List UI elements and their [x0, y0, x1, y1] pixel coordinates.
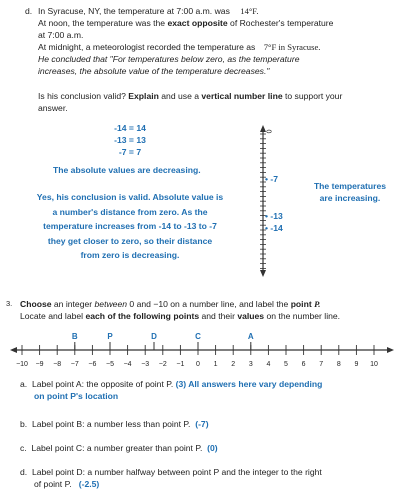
item-d-letter: d.	[20, 467, 28, 477]
part-d-line2-a: At noon, the temperature was the	[38, 18, 166, 28]
problem3-line2-b: and their	[201, 311, 235, 321]
problem3-line1-a: an integer	[53, 299, 93, 309]
part-d-question-line2: answer.	[38, 103, 68, 113]
abs-conclusion: The absolute values are decreasing.	[53, 165, 201, 175]
part-d-line4-temp: 7°F in Syracuse.	[263, 42, 321, 52]
part-d-line3: at 7:00 a.m.	[38, 30, 84, 40]
explanation-line: Yes, his conclusion is valid. Absolute value is	[36, 192, 224, 202]
explanation-line: temperature increases from -14 to -13 to -7	[43, 221, 217, 231]
point-label: D	[151, 332, 157, 341]
vertical-number-line	[245, 120, 295, 285]
horizontal-number-line	[8, 330, 398, 370]
number-line-tick-label: 1	[213, 361, 218, 368]
abs-value-2: -13 = 13	[114, 135, 146, 145]
item-c-letter: c.	[20, 443, 27, 453]
temps-increasing-line: are increasing.	[319, 193, 381, 203]
problem3-line1-b: 0 and −10 on a number line, and label the	[129, 299, 289, 309]
point-label: P	[107, 332, 113, 341]
item-a-answer: (3) All answers here vary depending	[175, 379, 323, 389]
part-d-label: d.	[25, 6, 33, 16]
number-line-tick-label: −1	[176, 361, 185, 368]
vline-minus13: • -13	[265, 211, 283, 221]
number-line-tick-label: −2	[158, 361, 167, 368]
temps-increasing	[305, 180, 395, 204]
part-d-line2	[38, 17, 333, 29]
point-label: A	[247, 332, 254, 341]
item-c	[20, 442, 218, 454]
part-d-line1-text: In Syracuse, NY, the temperature at 7:00 a.m. was	[38, 6, 230, 16]
number-line-tick-label: −4	[123, 361, 132, 368]
explanation-line: from zero is decreasing.	[80, 250, 180, 260]
item-d-answer: (-2.5)	[78, 479, 100, 489]
part-d-line5-text: He concluded that "For temperatures below zero, as the temperature	[38, 54, 300, 64]
item-a-answer-line2: on point P's location	[34, 391, 119, 401]
number-line-tick-label: 9	[354, 361, 359, 368]
explanation-line: a number's distance from zero. As the	[52, 206, 208, 217]
right-arrow-icon	[387, 347, 394, 353]
item-c-answer: (0)	[207, 443, 218, 453]
horizontal-number-line-ticks	[16, 345, 378, 368]
item-a-letter: a.	[20, 379, 28, 389]
number-line-tick-label: 10	[370, 361, 378, 368]
number-line-tick-label: −3	[141, 361, 150, 368]
down-arrow-icon	[260, 270, 266, 277]
number-line-tick-label: 5	[284, 361, 288, 368]
left-arrow-icon	[10, 347, 17, 353]
problem3-line2-c: on the number line.	[266, 311, 341, 321]
item-d-text2: of point P.	[34, 479, 72, 489]
point-label: C	[195, 332, 201, 341]
number-line-tick-label: −6	[88, 361, 97, 368]
number-line-tick-label: 2	[231, 361, 236, 368]
number-line-tick-label: 8	[336, 361, 341, 368]
problem3-line2-a: Locate and label	[20, 311, 84, 321]
item-b	[20, 418, 209, 430]
question-bold1: Explain	[128, 91, 159, 101]
item-b-answer: (-7)	[195, 419, 209, 429]
number-line-tick-label: −5	[106, 361, 114, 368]
problem3-line1	[20, 298, 320, 310]
number-line-tick-label: −8	[53, 361, 62, 368]
abs-value-1: -14 = 14	[114, 123, 146, 133]
temps-increasing-line: The temperatures	[313, 181, 387, 191]
item-a	[20, 378, 322, 390]
part-d-line6: increases, the absolute value of the temperature decreases."	[38, 66, 270, 76]
question-c: to support your	[285, 91, 343, 101]
part-d-line2-bold: exact opposite	[167, 18, 228, 28]
item-a-text: Label point A: the opposite of point P.	[31, 379, 174, 389]
vline-minus14: • -14	[265, 223, 283, 233]
part-d-line4-a: At midnight, a meteorologist recorded the temperature as	[38, 42, 256, 52]
explanation	[20, 190, 240, 263]
problem3-each-point: each of the following points	[85, 311, 200, 321]
number-line-tick-label: 4	[266, 361, 271, 368]
problem3-between: between	[94, 299, 128, 309]
abs-value-3: -7 = 7	[118, 147, 142, 157]
problem3-choose: Choose	[20, 299, 52, 309]
number-line-tick-label: 3	[248, 361, 253, 368]
vline-zero-label: 0	[264, 129, 272, 134]
item-b-letter: b.	[20, 419, 28, 429]
point-label: B	[71, 332, 78, 341]
question-a: Is his conclusion valid?	[38, 91, 126, 101]
vline-minus13-label: -13	[270, 211, 283, 221]
part-d-line4	[38, 41, 320, 53]
item-c-text: Label point C: a number greater than point P.	[31, 443, 203, 453]
part-d-question	[38, 90, 342, 102]
part-d-line1-temp: 14°F.	[240, 6, 259, 16]
item-d-text: Label point D: a number halfway between point P and the integer to the right	[31, 467, 322, 477]
number-line-tick-label: −10	[16, 361, 28, 368]
problem3-point: point	[290, 299, 312, 309]
question-bold2: vertical number line	[201, 91, 283, 101]
explanation-line: they get closer to zero, so their distance	[47, 235, 213, 246]
vline-minus7: • -7	[265, 174, 279, 184]
item-d	[20, 466, 322, 478]
problem3-line2	[20, 310, 340, 322]
problem3-point-p: P.	[314, 299, 321, 309]
part-d-line5	[38, 53, 299, 65]
vline-minus14-label: -14	[270, 223, 283, 233]
problem3-number: 3.	[6, 299, 13, 308]
number-line-tick-label: 6	[301, 361, 306, 368]
number-line-tick-label: −9	[35, 361, 44, 368]
part-d-line2-b: of Rochester's temperature	[230, 18, 334, 28]
question-b: and use a	[161, 91, 200, 101]
item-d-line2	[34, 478, 99, 490]
number-line-tick-label: 7	[319, 361, 324, 368]
item-b-text: Label point B: a number less than point P.	[31, 419, 191, 429]
problem3-values: values	[237, 311, 265, 321]
number-line-tick-label: −7	[70, 361, 79, 368]
part-d-line1	[38, 5, 259, 17]
number-line-tick-label: 0	[196, 361, 200, 368]
vline-minus7-label: -7	[270, 174, 279, 184]
